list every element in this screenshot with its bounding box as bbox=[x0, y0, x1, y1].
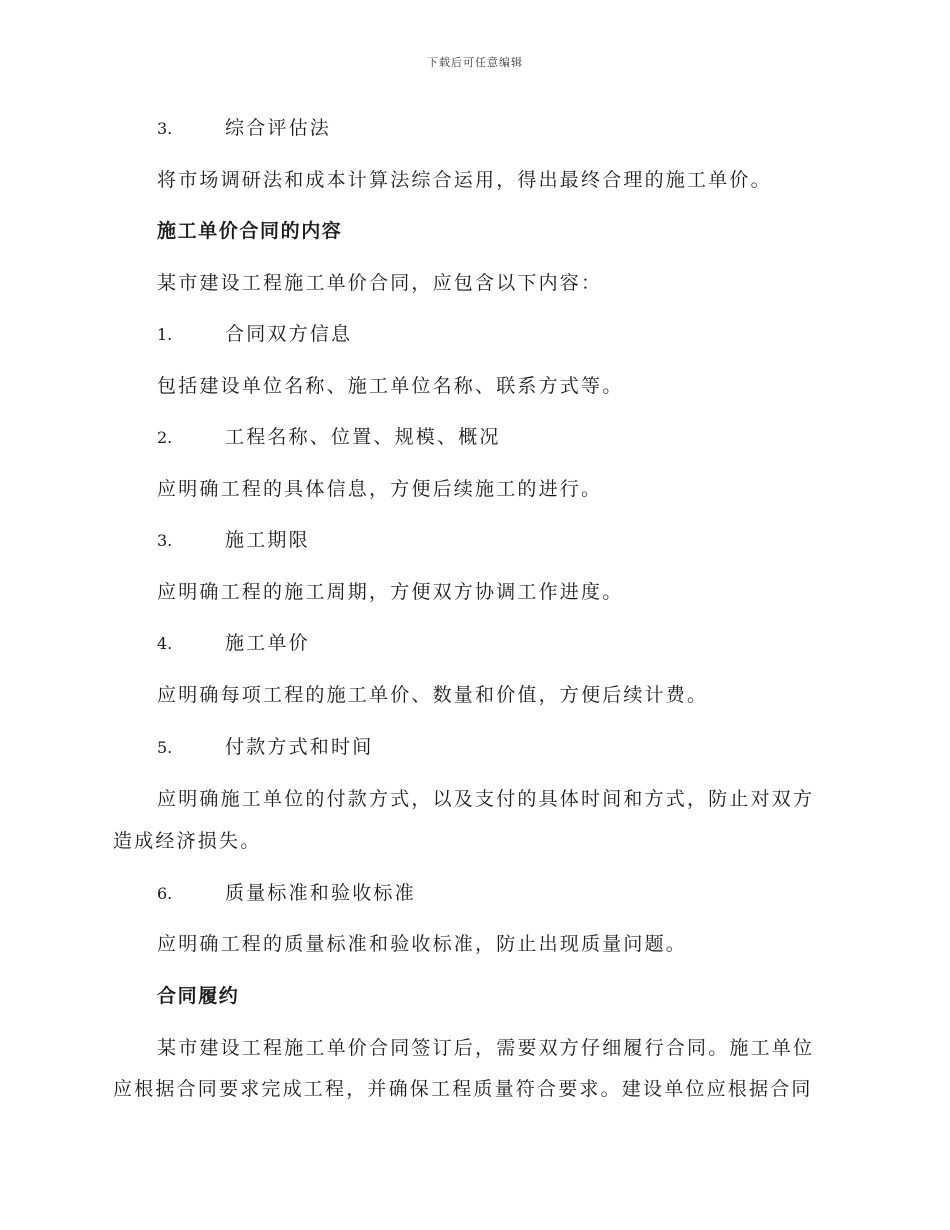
list-item bbox=[157, 115, 331, 142]
list-item bbox=[157, 734, 373, 761]
list-number: 6. bbox=[157, 884, 173, 903]
list-number: 3. bbox=[157, 531, 173, 550]
list-item bbox=[157, 880, 416, 907]
page-header: 下载后可任意编辑 bbox=[427, 56, 523, 69]
list-title: 工程名称、位置、规模、概况 bbox=[225, 426, 501, 448]
paragraph-line: 某市建设工程施工单价合同签订后，需要双方仔细履行合同。施工单位 bbox=[157, 1037, 815, 1059]
paragraph: 应明确工程的质量标准和验收标准，防止出现质量问题。 bbox=[157, 933, 688, 955]
paragraph: 应明确工程的施工周期，方便双方协调工作进度。 bbox=[157, 581, 624, 603]
list-number: 4. bbox=[157, 634, 173, 653]
paragraph-line: 应根据合同要求完成工程，并确保工程质量符合要求。建设单位应根据合同 bbox=[113, 1078, 813, 1100]
list-number: 5. bbox=[157, 738, 173, 757]
paragraph: 某市建设工程施工单价合同，应包含以下内容： bbox=[157, 272, 603, 294]
section-heading: 合同履约 bbox=[157, 985, 240, 1007]
section-heading: 施工单价合同的内容 bbox=[157, 220, 343, 242]
list-title: 施工期限 bbox=[225, 529, 310, 551]
list-number: 1. bbox=[157, 325, 173, 344]
list-title: 付款方式和时间 bbox=[225, 736, 374, 758]
list-title: 施工单价 bbox=[225, 632, 310, 654]
list-number: 2. bbox=[157, 428, 173, 447]
paragraph: 包括建设单位名称、施工单位名称、联系方式等。 bbox=[157, 375, 624, 397]
list-item bbox=[157, 321, 352, 348]
paragraph-line: 造成经济损失。 bbox=[113, 830, 262, 852]
list-item bbox=[157, 630, 310, 657]
list-title: 质量标准和验收标准 bbox=[225, 882, 416, 904]
paragraph: 应明确每项工程的施工单价、数量和价值，方便后续计费。 bbox=[157, 684, 709, 706]
paragraph-line: 应明确施工单位的付款方式，以及支付的具体时间和方式，防止对双方 bbox=[157, 788, 815, 810]
list-title: 综合评估法 bbox=[225, 117, 332, 139]
paragraph: 将市场调研法和成本计算法综合运用，得出最终合理的施工单价。 bbox=[157, 169, 772, 191]
list-number: 3. bbox=[157, 119, 173, 138]
list-title: 合同双方信息 bbox=[225, 323, 353, 345]
list-item bbox=[157, 527, 310, 554]
paragraph: 应明确工程的具体信息，方便后续施工的进行。 bbox=[157, 478, 603, 500]
list-item bbox=[157, 424, 501, 451]
